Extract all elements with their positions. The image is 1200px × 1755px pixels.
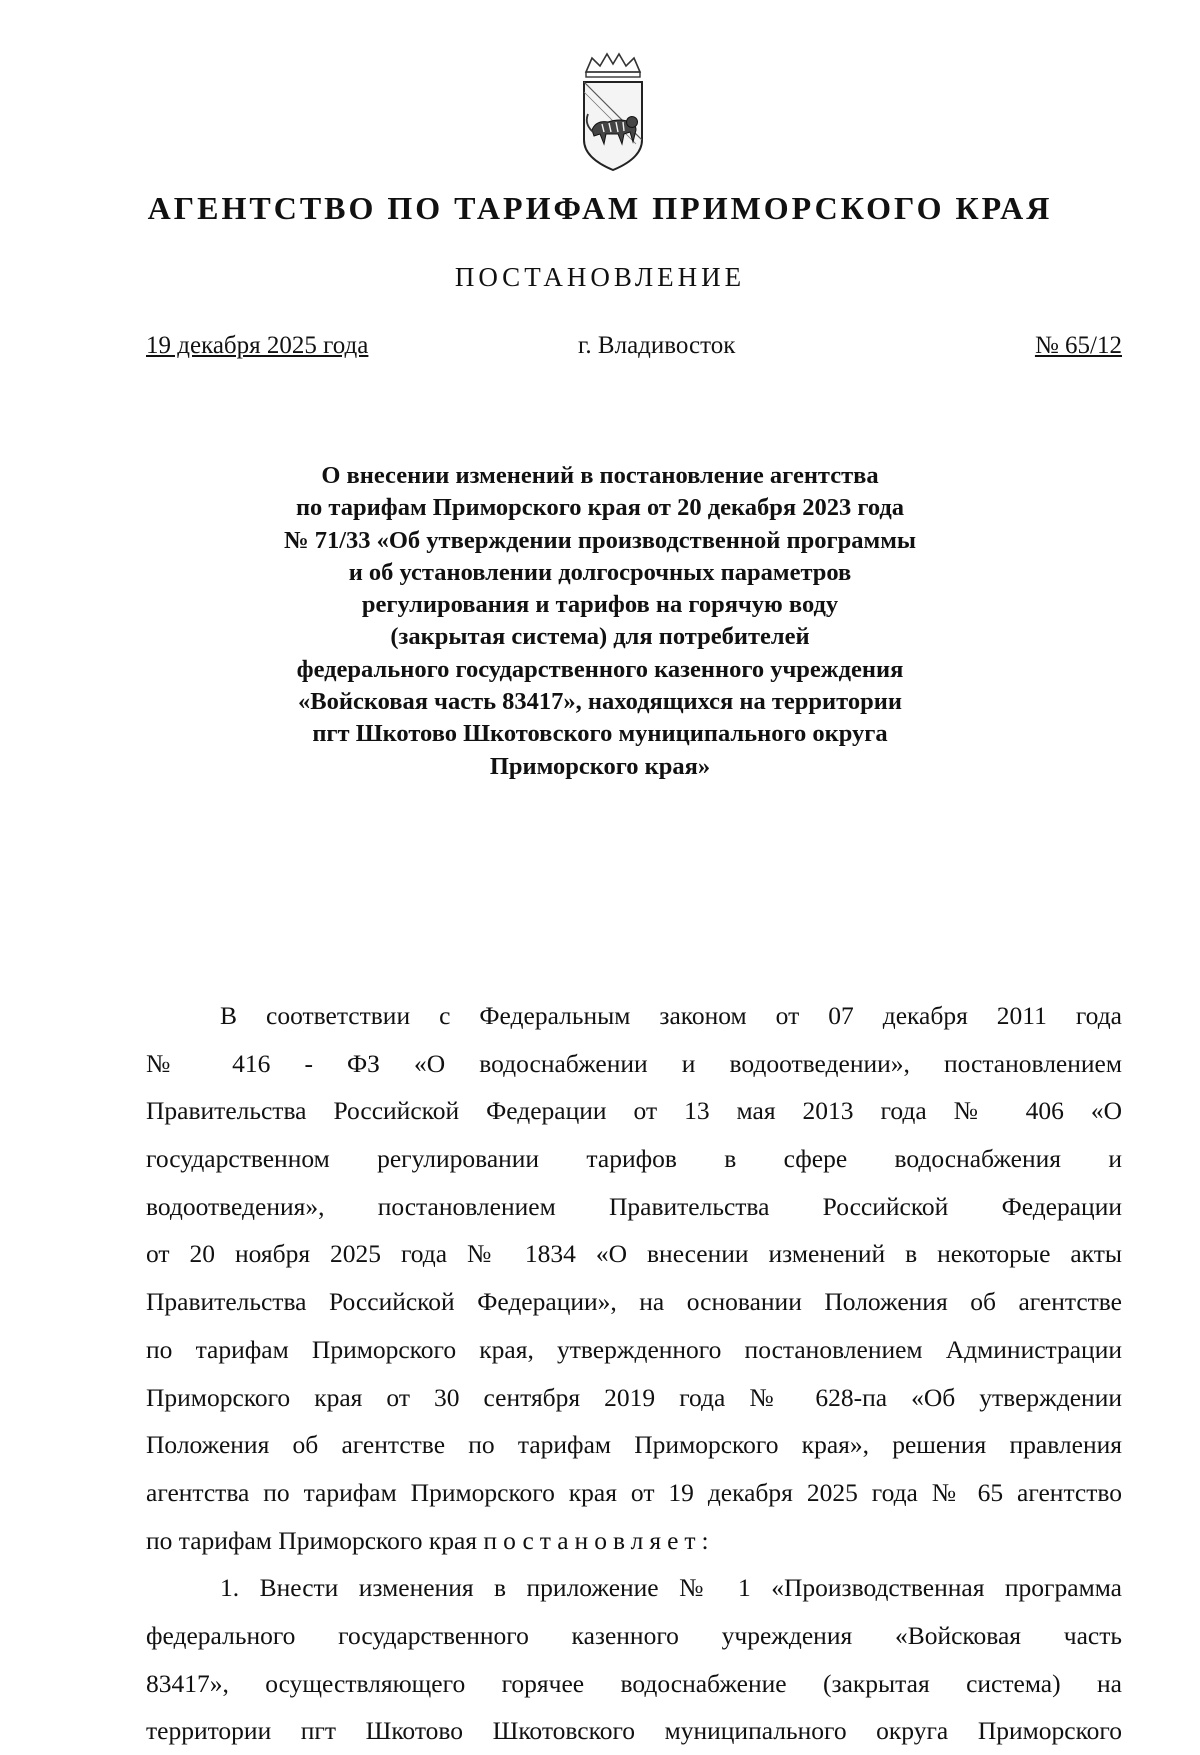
title-line: Приморского края» xyxy=(489,752,711,780)
title-line: и об установлении долгосрочных параметров xyxy=(348,558,852,586)
body-line-prefix: по тарифам Приморского края xyxy=(146,1525,478,1555)
body-line: по тарифам Приморского края, утвержденного постановлением Администрации xyxy=(146,1334,1122,1364)
title-line: пгт Шкотово Шкотовского муниципального округа xyxy=(312,720,888,748)
body-line: водоотведения», постановлением Правительства Российской Федерации xyxy=(146,1191,1122,1221)
resolves-word: постановляет: xyxy=(483,1525,715,1555)
document-number: № 65/12 xyxy=(1034,332,1122,359)
document-date: 19 декабря 2025 года xyxy=(146,332,369,359)
body-line-last xyxy=(146,1517,1122,1565)
body-line: от 20 ноября 2025 года № 1834 «О внесении изменений в некоторые акты xyxy=(146,1239,1122,1269)
body-line: 1. Внести изменения в приложение № 1 «Производственная программа xyxy=(220,1573,1122,1603)
body-line: Правительства Российской Федерации», на основании Положения об агентстве xyxy=(146,1287,1122,1317)
body-line: 83417», осуществляющего горячее водоснабжение (закрытая система) на xyxy=(146,1668,1122,1698)
coat-of-arms-icon xyxy=(578,52,648,176)
body-line: федерального государственного казенного учреждения «Войсковая часть xyxy=(146,1620,1122,1650)
title-line: № 71/33 «Об утверждении производственной программы xyxy=(283,526,917,554)
title-line: «Войсковая часть 83417», находящихся на территории xyxy=(298,688,902,716)
body-line: № 416 - ФЗ «О водоснабжении и водоотведении», постановлением xyxy=(146,1048,1122,1078)
body-line: агентства по тарифам Приморского края от 19 декабря 2025 года № 65 агентство xyxy=(146,1477,1122,1507)
title-line: федерального государственного казенного учреждения xyxy=(296,655,904,683)
body-line: В соответствии с Федеральным законом от 07 декабря 2011 года xyxy=(220,1001,1122,1030)
title-line: регулирования и тарифов на горячую воду xyxy=(361,591,839,619)
title-line: по тарифам Приморского края от 20 декабря 2023 года xyxy=(295,494,905,522)
document-city: г. Владивосток xyxy=(578,332,736,359)
title-line: О внесении изменений в постановление агентства xyxy=(321,462,879,489)
body-line: территории пгт Шкотово Шкотовского муниципального округа Приморского xyxy=(146,1716,1122,1746)
document-body xyxy=(146,992,1122,1755)
body-line: Правительства Российской Федерации от 13 мая 2013 года № 406 «О xyxy=(146,1096,1122,1126)
document-type: ПОСТАНОВЛЕНИЕ xyxy=(454,262,746,292)
title-line: (закрытая система) для потребителей xyxy=(390,623,810,651)
body-line: Положения об агентстве по тарифам Приморского края», решения правления xyxy=(146,1430,1122,1460)
document-title xyxy=(150,460,1050,783)
agency-name: АГЕНТСТВО ПО ТАРИФАМ ПРИМОРСКОГО КРАЯ xyxy=(147,190,1053,226)
body-line: Приморского края от 30 сентября 2019 года № 628-па «Об утверждении xyxy=(146,1382,1122,1412)
body-line: государственном регулировании тарифов в сфере водоснабжения и xyxy=(146,1144,1122,1174)
